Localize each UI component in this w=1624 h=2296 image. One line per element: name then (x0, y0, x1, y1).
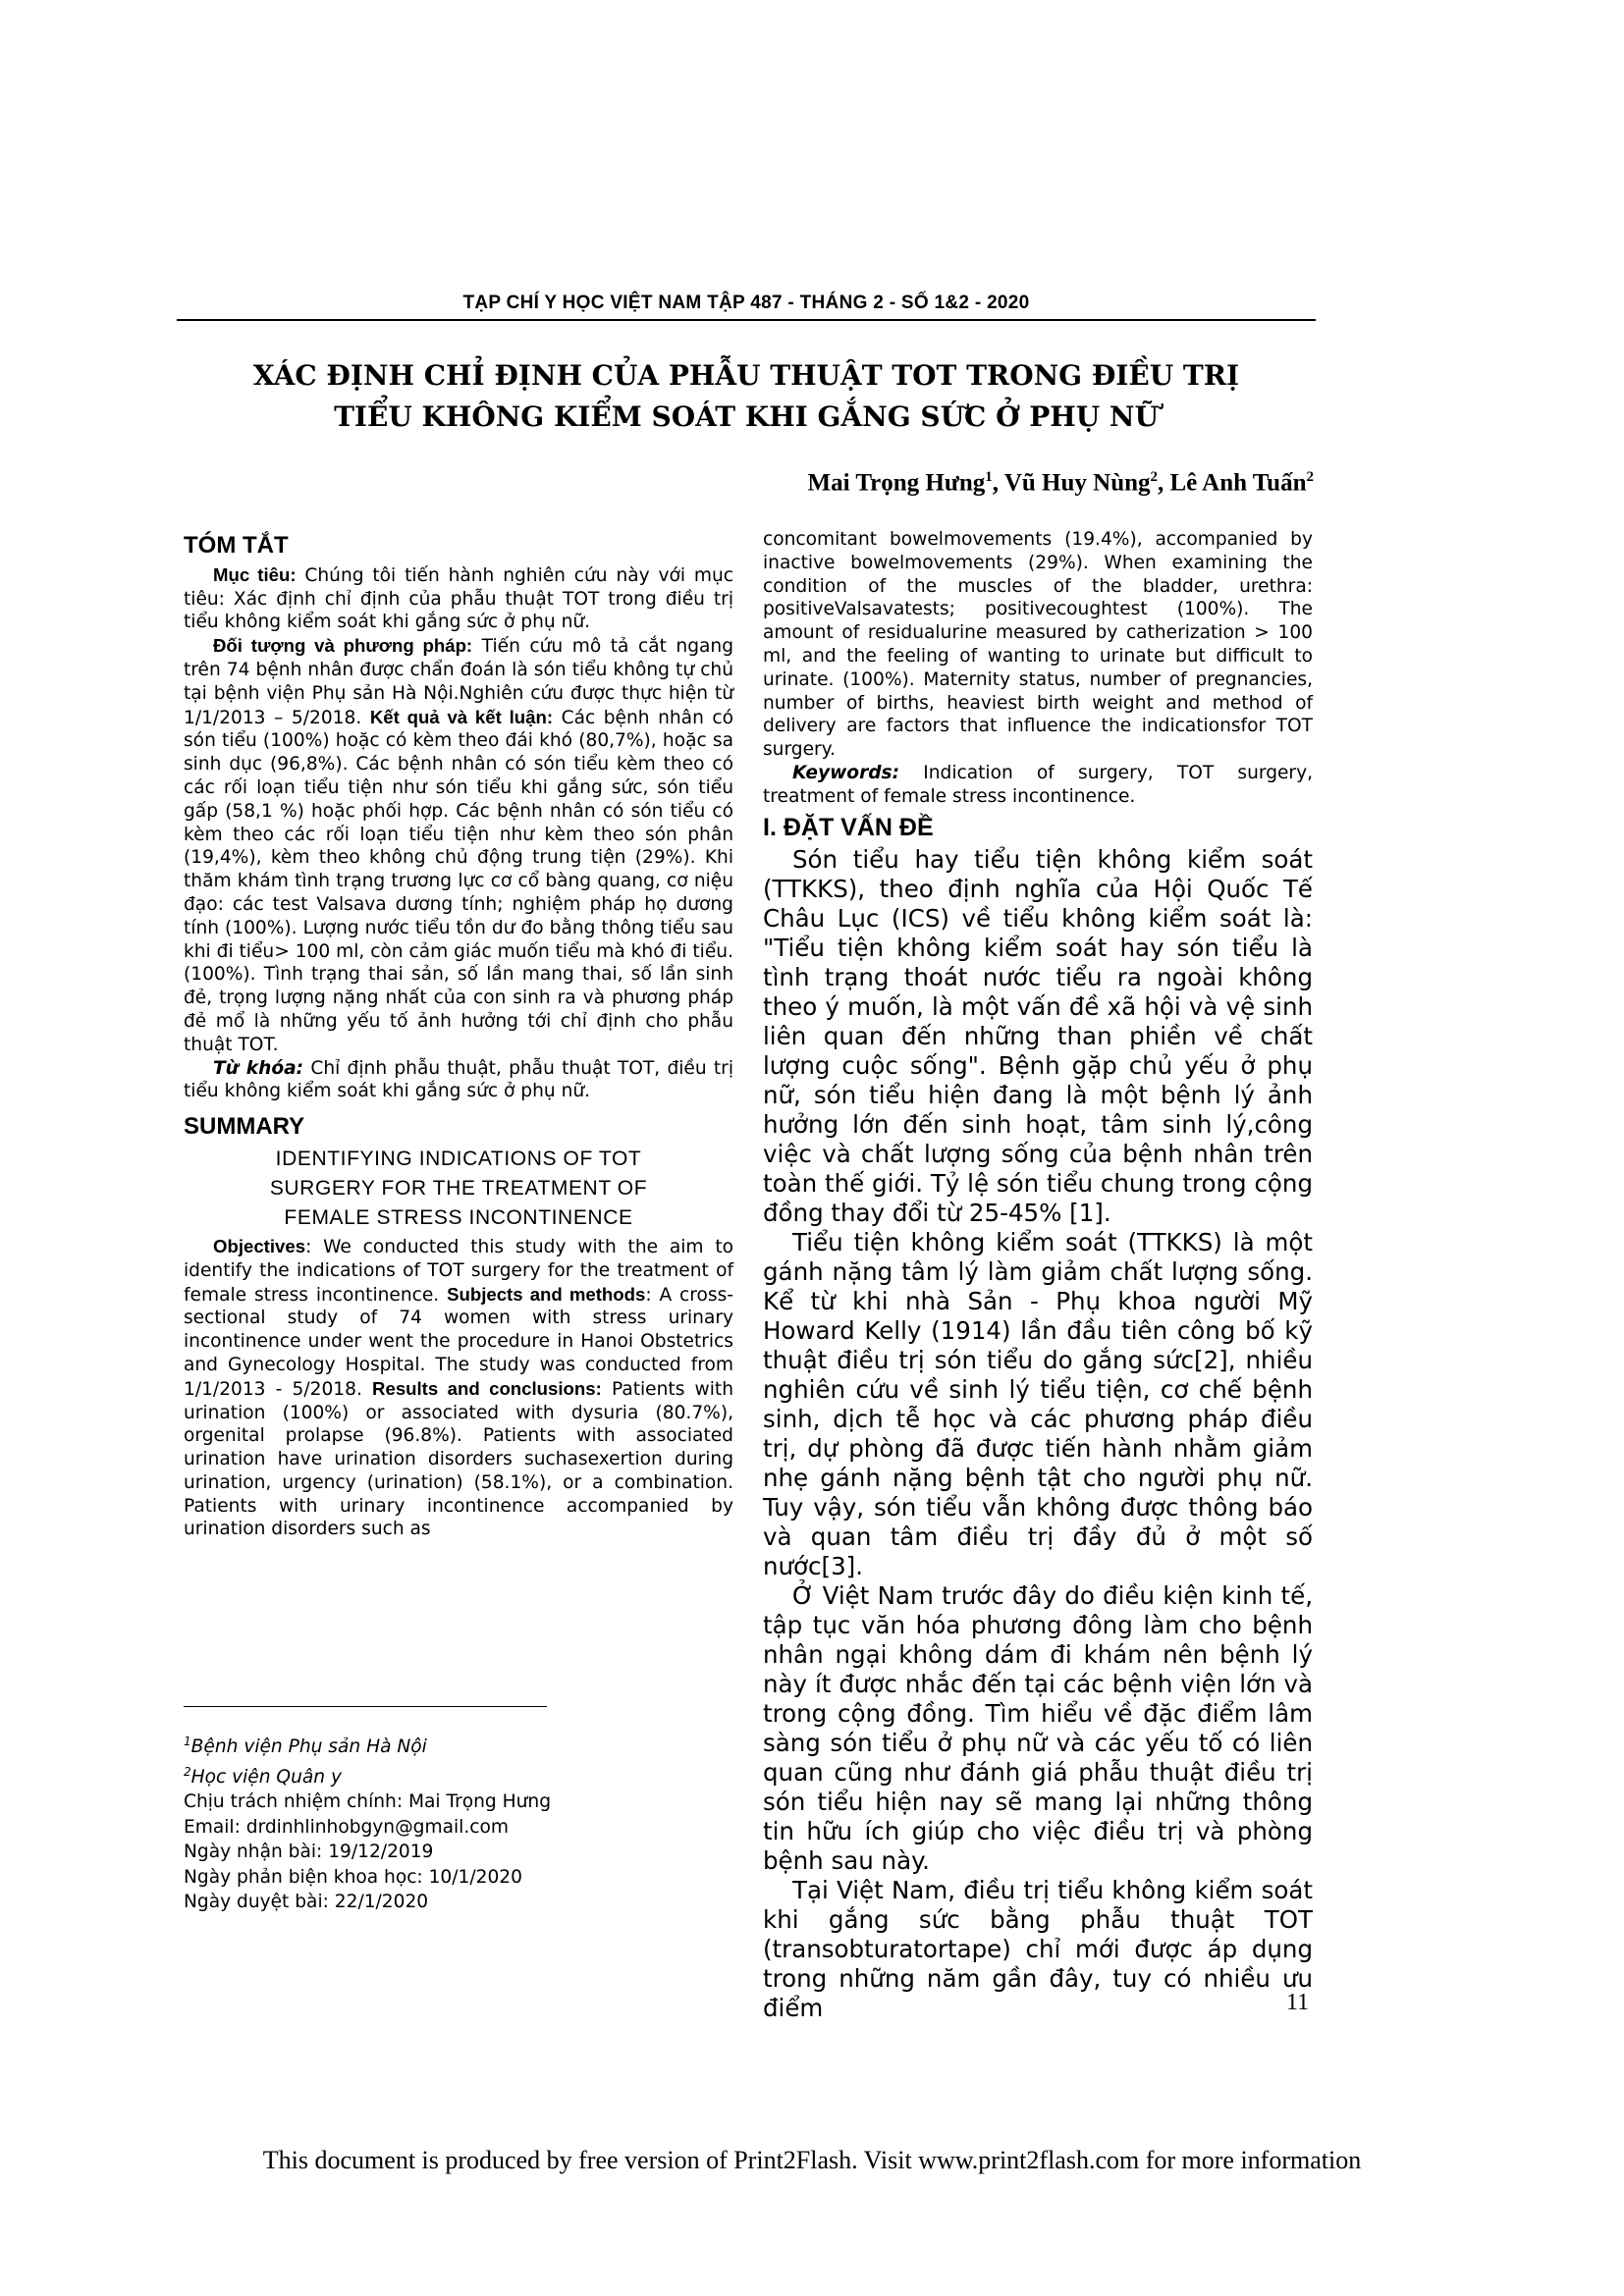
author-3-affiliation: 2 (1306, 469, 1314, 485)
summary-results-label: Results and conclusions: (372, 1377, 602, 1399)
summary-title-line-1: IDENTIFYING INDICATIONS OF TOT (275, 1147, 642, 1170)
journal-header: TẠP CHÍ Y HỌC VIỆT NAM TẬP 487 - THÁNG 2 - SỐ 1&2 - 2020 (462, 293, 1030, 313)
tomtat-objective (184, 563, 733, 634)
article-title-line-1: XÁC ĐỊNH CHỈ ĐỊNH CỦA PHẪU THUẬT TOT TRONG ĐIỀU TRỊ (252, 359, 1240, 392)
tomtat-keywords (184, 1057, 733, 1104)
tomtat-keywords-label: Từ khóa: (213, 1057, 304, 1079)
tomtat-methods-text: Tiến cứu mô tả cắt ngang trên 74 bệnh nhân được chẩn đoán là són tiểu không tự chủ tại bệnh viện Phụ sản Hà Nội.Nghiên cứu được thực hiện từ 1/1/2013 – 5/2018. (184, 636, 733, 728)
tomtat-objective-label: Mục tiêu: (213, 563, 297, 585)
article-title-line-2: TIỂU KHÔNG KIỂM SOÁT KHI GẮNG SỨC Ở PHỤ NỮ (334, 400, 1159, 433)
tomtat-keywords-text: Chỉ định phẫu thuật, phẫu thuật TOT, điều trị tiểu không kiểm soát khi gắng sức ở phụ nữ. (184, 1057, 733, 1102)
footnote-email: Email: drdinhlinhobgyn@gmail.com (184, 1816, 509, 1838)
article-title (177, 355, 1316, 438)
footnote-received: Ngày nhận bài: 19/12/2019 (184, 1842, 434, 1863)
summary-title-line-2: SURGERY FOR THE TREATMENT OF (269, 1176, 648, 1200)
author-list: Mai Trọng Hưng$^1$, Vũ Huy Nùng$^2$, Lê Anh Tuấn$^2$ (807, 469, 1314, 497)
summary-keywords-label: Keywords: (792, 762, 900, 783)
summary-title (184, 1145, 733, 1233)
section-1-paragraph-1: Són tiểu hay tiểu tiện không kiểm soát (TTKKS), theo định nghĩa của Hội Quốc Tế Châu Lục (ICS) về tiểu không kiểm soát là: "Tiểu tiện không kiểm soát hay són tiểu là tình trạng thoát nước tiểu ra ngoài không theo ý muốn, là một vấn đề xã hội và vệ sinh liên quan đến những than phiền về chất lượng cuộc sống". Bệnh gặp chủ yếu ở phụ nữ, són tiểu hiện đang là một bệnh lý ảnh hưởng lớn đến sinh hoạt, tâm sinh lý,công việc và chất lượng sống của bệnh nhân trên toàn thế giới. Tỷ lệ són tiểu chung trong cộng đồng thay đổi từ 25-45% [1]. (763, 845, 1313, 1228)
left-column (184, 528, 733, 1541)
print2flash-banner: This document is produced by free version of Print2Flash. Visit www.print2flash.com for more information (262, 2146, 1362, 2174)
footnote-corresponding: Chịu trách nhiệm chính: Mai Trọng Hưng (184, 1791, 551, 1813)
summary-keywords (763, 762, 1313, 809)
footnote-2-marker: 2 (184, 1764, 191, 1779)
author-2: Vũ Huy Nùng (1003, 469, 1151, 497)
section-1-heading: I. ĐẶT VẤN ĐỀ (763, 813, 934, 841)
summary-keywords-text: Indication of surgery, TOT surgery, treatment of female stress incontinence. (763, 762, 1313, 807)
footnote-1-text: Bệnh viện Phụ sản Hà Nội (190, 1736, 427, 1758)
summary-objectives-label: Objectives (213, 1235, 306, 1256)
author-2-affiliation: 2 (1150, 469, 1158, 485)
footnotes (184, 1730, 551, 1915)
tomtat-results-text: Các bệnh nhân có són tiểu (100%) hoặc có kèm theo đái khó (80,7%), hoặc sa sinh dục (96,8%). Các bệnh nhân có són tiểu kèm theo có các rối loạn tiểu tiện như són tiểu khi gắng sức, són tiểu gấp (58,1 %) hoặc phối hợp. Các bệnh nhân có són tiểu có kèm theo các rối loạn tiểu tiện như kèm theo són phân (19,4%), kèm theo không chủ động trung tiện (29%). Khi thăm khám tình trạng trương lực cơ cổ bàng quang, cơ niệu đạo: các test Valsava dương tính; nghiệm pháp họ dương tính (100%). Lượng nước tiểu tồn dư đo bằng thông tiểu sau khi đi tiểu> 100 ml, còn cảm giác muốn tiểu mà khó đi tiểu. (100%). Tình trạng thai sản, số lần mang thai, số lần sinh đẻ, trọng lượng nặng nhất của con sinh ra và phương pháp đẻ mổ là những yếu tố ảnh hưởng tới chỉ định cho phẫu thuật TOT. (184, 707, 734, 1055)
footnote-affiliation-1 (184, 1730, 551, 1760)
tomtat-heading: TÓM TẮT (184, 532, 289, 559)
summary-abstract-right: concomitant bowelmovements (19.4%), accompanied by inactive bowelmovements (29%). When examining the condition of the muscles of the bladder, urethra: positiveValsavatests; positivecoughtest (100%). The amount of residualurine measured by catherization > 100 ml, and the feeling of wanting to urinate but difficult to urinate. (100%). Maternity status, number of pregnancies, number of births, heaviest birth weight and method of delivery are factors that influence the indicationsfor TOT surgery. (763, 529, 1313, 761)
tomtat-objective-text: Chúng tôi tiến hành nghiên cứu này với mục tiêu: Xác định chỉ định của phẫu thuật TOT trong điều trị tiểu không kiểm soát khi gắng sức ở phụ nữ. (184, 564, 733, 633)
footnote-reviewed: Ngày phản biện khoa học: 10/1/2020 (184, 1866, 522, 1888)
footnote-1-marker: 1 (184, 1735, 191, 1748)
summary-heading: SUMMARY (184, 1113, 305, 1141)
summary-methods-label: Subjects and methods (447, 1283, 646, 1305)
tomtat-methods (184, 634, 733, 1056)
header-rule (177, 319, 1316, 321)
footnote-affiliation-2 (184, 1760, 551, 1790)
footnote-accepted: Ngày duyệt bài: 22/1/2020 (184, 1892, 429, 1913)
author-1: Mai Trọng Hưng (807, 469, 986, 497)
footnote-rule (184, 1706, 547, 1707)
tomtat-results-label: Kết quả và kết luận: (369, 706, 554, 727)
section-1-paragraph-4: Tại Việt Nam, điều trị tiểu không kiểm soát khi gắng sức bằng phẫu thuật TOT (transobturatortape) chỉ mới được áp dụng trong những năm gần đây, tuy có nhiều ưu điểm (763, 1876, 1313, 2023)
author-1-affiliation: 1 (985, 469, 993, 485)
page-number: 11 (1286, 1990, 1310, 2015)
summary-title-line-3: FEMALE STRESS INCONTINENCE (284, 1205, 633, 1229)
summary-results-text: Patients with urination (100%) or associated with dysuria (80.7%), orgenital prolapse (96.8%). Patients with associated urination have urination disorders suchasexertion during urination, urgency (urination) (58.1%), or a combination. Patients with urinary incontinence accompanied by urination disorders such as (184, 1378, 733, 1540)
summary-abstract-left (184, 1235, 733, 1541)
summary-methods-text: : A cross-sectional study of 74 women with stress urinary incontinence under went the procedure in Hanoi Obstetrics and Gynecology Hospital. The study was conducted from 1/1/2013 - 5/2018. (184, 1284, 733, 1400)
footnote-2-text: Học viện Quân y (190, 1766, 342, 1788)
tomtat-methods-label: Đối tượng và phương pháp: (213, 635, 473, 657)
section-1-paragraph-2: Tiểu tiện không kiểm soát (TTKKS) là một gánh nặng tâm lý làm giảm chất lượng sống. Kể từ khi nhà Sản - Phụ khoa người Mỹ Howard Kelly (1914) lần đầu tiên công bố kỹ thuật điều trị són tiểu do gắng sức[2], nhiều nghiên cứu về sinh lý tiểu tiện, cơ chế bệnh sinh, dịch tễ học và các phương pháp điều trị, dự phòng đã được tiến hành nhằm giảm nhẹ gánh nặng bệnh tật cho người phụ nữ. Tuy vậy, són tiểu vẫn không được thông báo và quan tâm điều trị đầy đủ ở một số nước[3]. (763, 1228, 1313, 1581)
section-1-paragraph-3: Ở Việt Nam trước đây do điều kiện kinh tế, tập tục văn hóa phương đông làm cho bệnh nhân ngại không dám đi khám nên bệnh lý này ít được nhắc đến tại các bệnh viện lớn và trong cộng đồng. Tìm hiểu về đặc điểm lâm sàng són tiểu ở phụ nữ và các yếu tố có liên quan cũng như đánh giá phẫu thuật điều trị són tiểu hiện nay sẽ mang lại những thông tin hữu ích giúp cho việc điều trị và phòng bệnh sau này. (763, 1581, 1313, 1876)
summary-objectives-text: : We conducted this study with the aim to identify the indications of TOT surgery for the treatment of female stress incontinence. (184, 1236, 733, 1306)
author-3: Lê Anh Tuấn (1169, 469, 1307, 497)
right-column (763, 528, 1313, 2023)
